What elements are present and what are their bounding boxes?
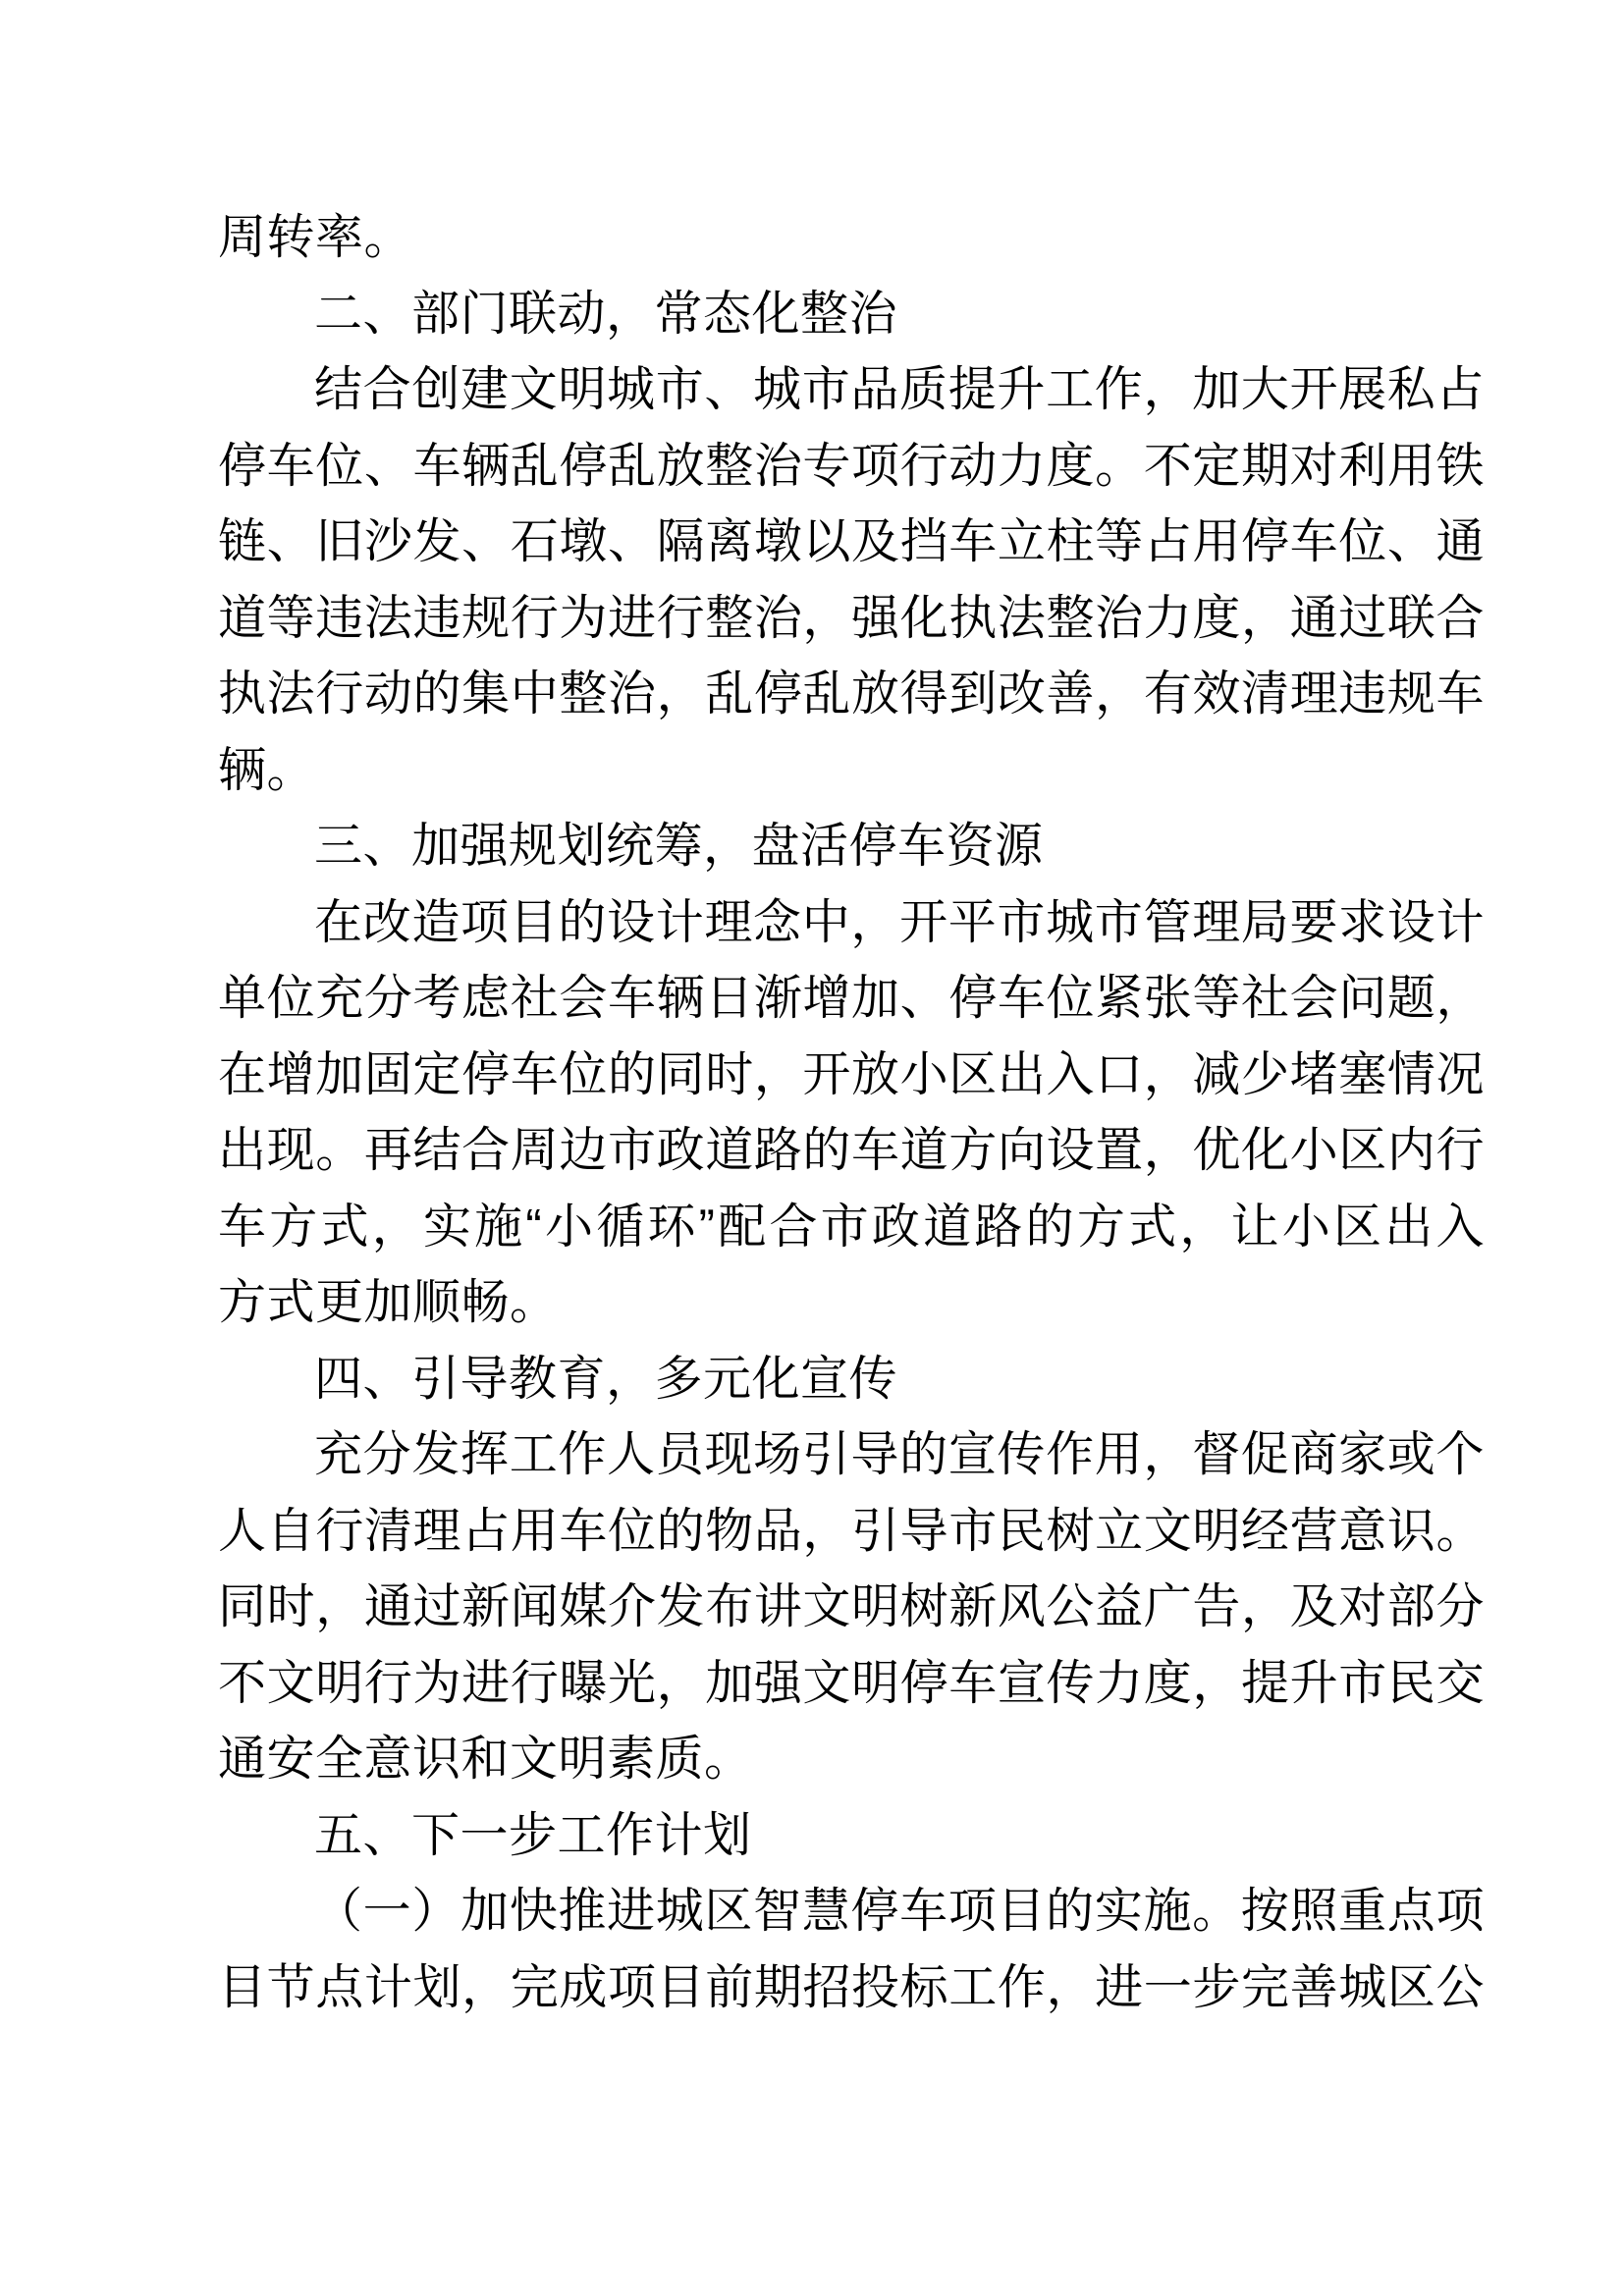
paragraph-line: 结合创建文明城市、城市品质提升工作，加大开展私占 xyxy=(314,363,1485,416)
paragraph-line: （一）加快推进城区智慧停车项目的实施。按照重点项 xyxy=(314,1885,1485,1938)
paragraph-line: 车方式，实施“小循环”配合市政道路的方式，让小区出入 xyxy=(218,1200,1485,1254)
section-heading-line: 四、引导教育，多元化宣传 xyxy=(314,1352,898,1406)
paragraph-line: 在改造项目的设计理念中，开平市城市管理局要求设计 xyxy=(314,895,1485,949)
paragraph-line: 停车位、车辆乱停乱放整治专项行动力度。不定期对利用铁 xyxy=(218,439,1485,493)
paragraph-line: 不文明行为进行曝光，加强文明停车宣传力度，提升市民交 xyxy=(218,1656,1485,1710)
section-heading-line: 五、下一步工作计划 xyxy=(314,1808,752,1862)
paragraph-line: 目节点计划，完成项目前期招投标工作，进一步完善城区公 xyxy=(218,1960,1485,2014)
paragraph-line: 道等违法违规行为进行整治，强化执法整治力度，通过联合 xyxy=(218,591,1485,645)
paragraph-line: 辆。 xyxy=(218,743,316,797)
paragraph-line: 充分发挥工作人员现场引导的宣传作用，督促商家或个 xyxy=(314,1428,1485,1481)
paragraph-line: 方式更加顺畅。 xyxy=(218,1276,559,1329)
paragraph-line: 执法行动的集中整治，乱停乱放得到改善，有效清理违规车 xyxy=(218,667,1485,721)
paragraph-line: 在增加固定停车位的同时，开放小区出入口，减少堵塞情况 xyxy=(218,1047,1485,1101)
paragraph-line: 单位充分考虑社会车辆日渐增加、停车位紧张等社会问题， xyxy=(218,972,1485,1025)
paragraph-line: 通安全意识和文明素质。 xyxy=(218,1733,753,1786)
document-body xyxy=(218,200,1485,2026)
paragraph-line: 人自行清理占用车位的物品，引导市民树立文明经营意识。 xyxy=(218,1504,1485,1558)
paragraph-line: 周转率。 xyxy=(218,211,413,264)
paragraph-line: 链、旧沙发、石墩、隔离墩以及挡车立柱等占用停车位、通 xyxy=(218,515,1485,568)
paragraph-line: 出现。再结合周边市政道路的车道方向设置，优化小区内行 xyxy=(218,1124,1485,1177)
paragraph-line: 同时，通过新闻媒介发布讲文明树新风公益广告，及对部分 xyxy=(218,1580,1485,1633)
section-heading-line: 三、加强规划统筹，盘活停车资源 xyxy=(314,820,1044,873)
section-heading-line: 二、部门联动，常态化整治 xyxy=(314,287,898,341)
